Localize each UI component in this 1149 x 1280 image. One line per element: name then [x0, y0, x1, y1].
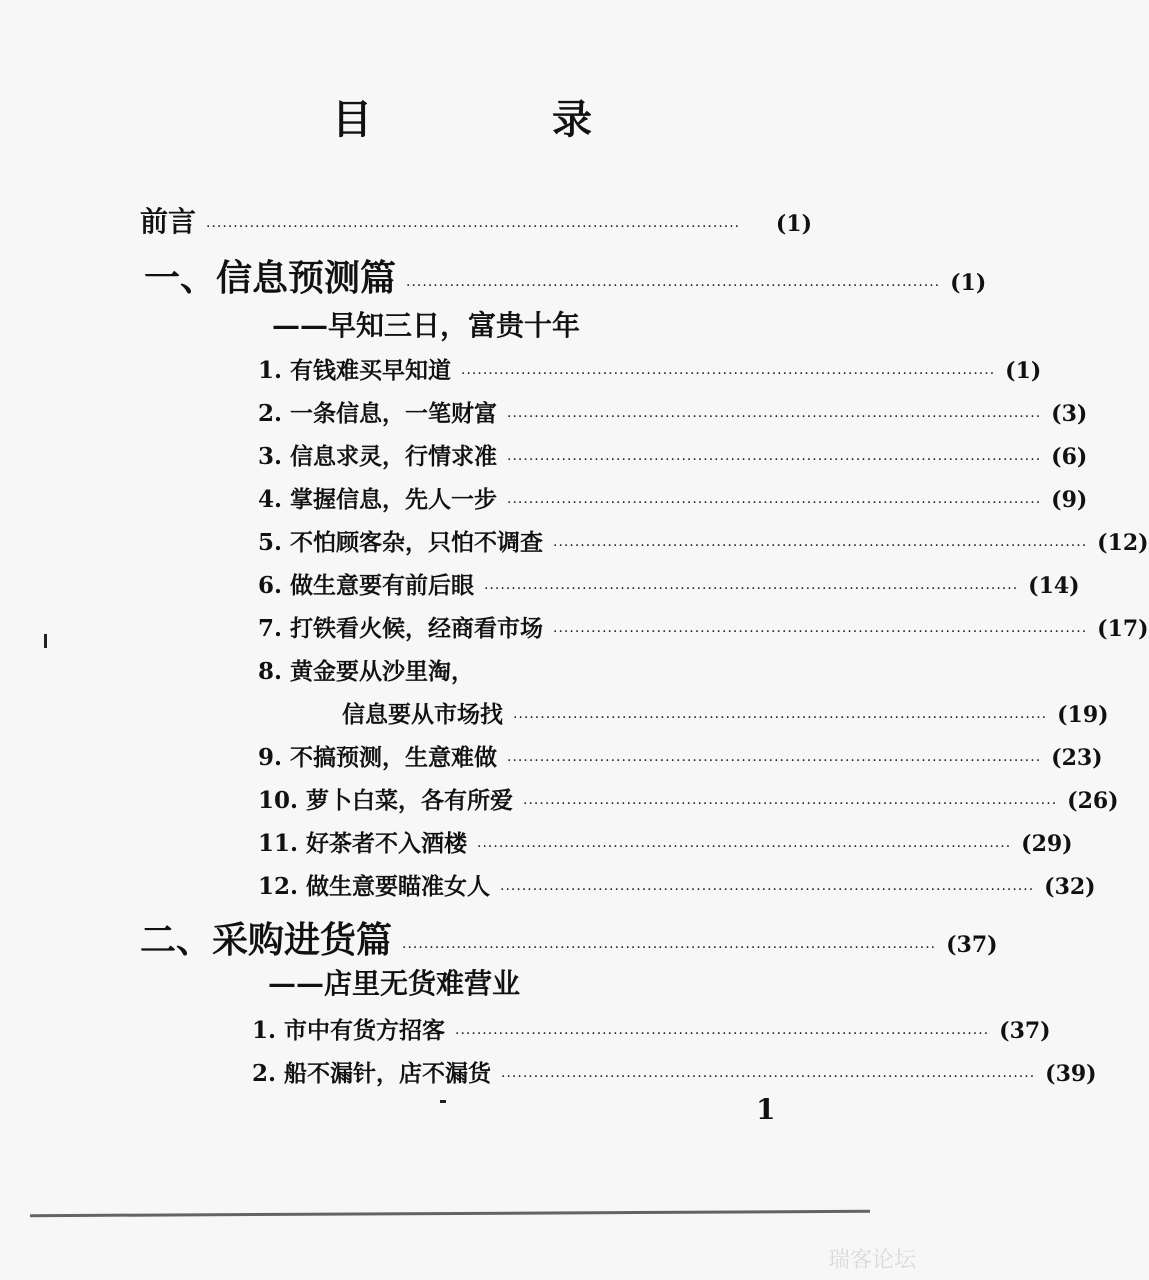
toc-page-number: (26) — [1067, 788, 1119, 814]
toc-page-number: (12) — [1097, 530, 1149, 556]
toc-entry — [342, 696, 1109, 729]
leader-dots: ·································································································· — [523, 796, 1058, 812]
toc-entry-label: 一、信息预测篇 — [144, 257, 397, 299]
toc-page-number: (19) — [1057, 702, 1109, 728]
toc-entry-label: 9. 不搞预测，生意难做 — [258, 744, 498, 771]
toc-entry-label: 11. 好茶者不入酒楼 — [258, 830, 468, 857]
leader-dots: ·································································································· — [553, 624, 1088, 640]
leader-dots: ·································································································· — [507, 753, 1042, 769]
toc-entry-label: 1. 有钱难买早知道 — [258, 357, 452, 384]
scan-mark — [440, 1100, 446, 1103]
toc-entry — [258, 395, 1088, 428]
toc-entry-part1 — [144, 250, 987, 301]
scan-edge-line — [30, 1210, 870, 1217]
toc-entry — [258, 868, 1096, 901]
scan-mark — [44, 634, 47, 648]
toc-entry-label: 二、采购进货篇 — [140, 919, 393, 961]
leader-dots: ·································································································· — [507, 409, 1042, 425]
toc-entry-label: 10. 萝卜白菜，各有所爱 — [258, 787, 514, 814]
toc-entry-label: 12. 做生意要瞄准女人 — [258, 873, 491, 900]
leader-dots: ·································································································· — [484, 581, 1019, 597]
page-number-footer: 1 — [756, 1093, 776, 1126]
toc-entry-label: 1. 市中有货方招客 — [252, 1017, 446, 1044]
toc-page-number: (37) — [999, 1018, 1051, 1044]
toc-entry-label: 2. 一条信息，一笔财富 — [258, 400, 498, 427]
toc-entry — [258, 524, 1149, 557]
toc-entry-label: 2. 船不漏针，店不漏货 — [252, 1060, 492, 1087]
toc-entry — [258, 567, 1080, 600]
toc-entry — [258, 610, 1149, 643]
part1-subtitle: ——早知三日，富贵十年 — [272, 309, 581, 342]
leader-dots: ·································································································· — [406, 278, 941, 294]
leader-dots: ·································································································· — [402, 940, 937, 956]
toc-entry — [258, 825, 1073, 858]
toc-page-number: (1) — [775, 211, 812, 237]
toc-entry-label: 8. 黄金要从沙里淘， — [258, 658, 475, 685]
toc-page-number: (9) — [1051, 487, 1088, 513]
toc-page-number: (39) — [1045, 1061, 1097, 1087]
toc-entry — [258, 481, 1088, 514]
toc-entry-label: 7. 打铁看火候，经商看市场 — [258, 615, 544, 642]
toc-entry — [258, 739, 1103, 772]
part2-subtitle: ——店里无货难营业 — [268, 967, 521, 1000]
leader-dots: ·································································································· — [461, 366, 996, 382]
leader-dots: ·································································································· — [477, 839, 1012, 855]
toc-page-number: (3) — [1051, 401, 1088, 427]
toc-page-number: (6) — [1051, 444, 1088, 470]
toc-entry-label: 前言 — [140, 205, 197, 238]
leader-dots: ·································································································· — [513, 710, 1048, 726]
toc-entry-label: 4. 掌握信息，先人一步 — [258, 486, 498, 513]
toc-page-number: (1) — [950, 270, 987, 296]
leader-dots: ·································································································· — [507, 452, 1042, 468]
toc-page-number: (23) — [1051, 745, 1103, 771]
toc-page-number: (17) — [1097, 616, 1149, 642]
toc-entry-label: 6. 做生意要有前后眼 — [258, 572, 475, 599]
toc-page-number: (14) — [1028, 573, 1080, 599]
watermark: 瑞客论坛 — [827, 1248, 916, 1273]
toc-entry — [252, 1055, 1097, 1088]
toc-entry — [258, 438, 1088, 471]
page-title: 目 录 — [332, 96, 662, 143]
leader-dots: ·································································································· — [455, 1026, 990, 1042]
toc-entry — [258, 352, 1042, 385]
leader-dots: ·································································································· — [553, 538, 1088, 554]
toc-entry-part2 — [140, 912, 998, 963]
toc-page-number: (1) — [1005, 358, 1042, 384]
toc-entry-label: 3. 信息求灵，行情求准 — [258, 443, 498, 470]
leader-dots: ·································································································· — [206, 219, 741, 235]
leader-dots: ·································································································· — [501, 1069, 1036, 1085]
leader-dots: ·································································································· — [500, 882, 1035, 898]
toc-entry-label: 5. 不怕顾客杂，只怕不调查 — [258, 529, 544, 556]
toc-entry-continuation: 信息要从市场找 — [342, 701, 503, 728]
leader-dots: ·································································································· — [507, 495, 1042, 511]
toc-page-number: (29) — [1021, 831, 1073, 857]
toc-entry-preface — [140, 200, 812, 240]
toc-page-number: (32) — [1044, 874, 1096, 900]
toc-page-number: (37) — [946, 932, 998, 958]
toc-entry — [258, 782, 1119, 815]
toc-entry — [252, 1012, 1051, 1045]
